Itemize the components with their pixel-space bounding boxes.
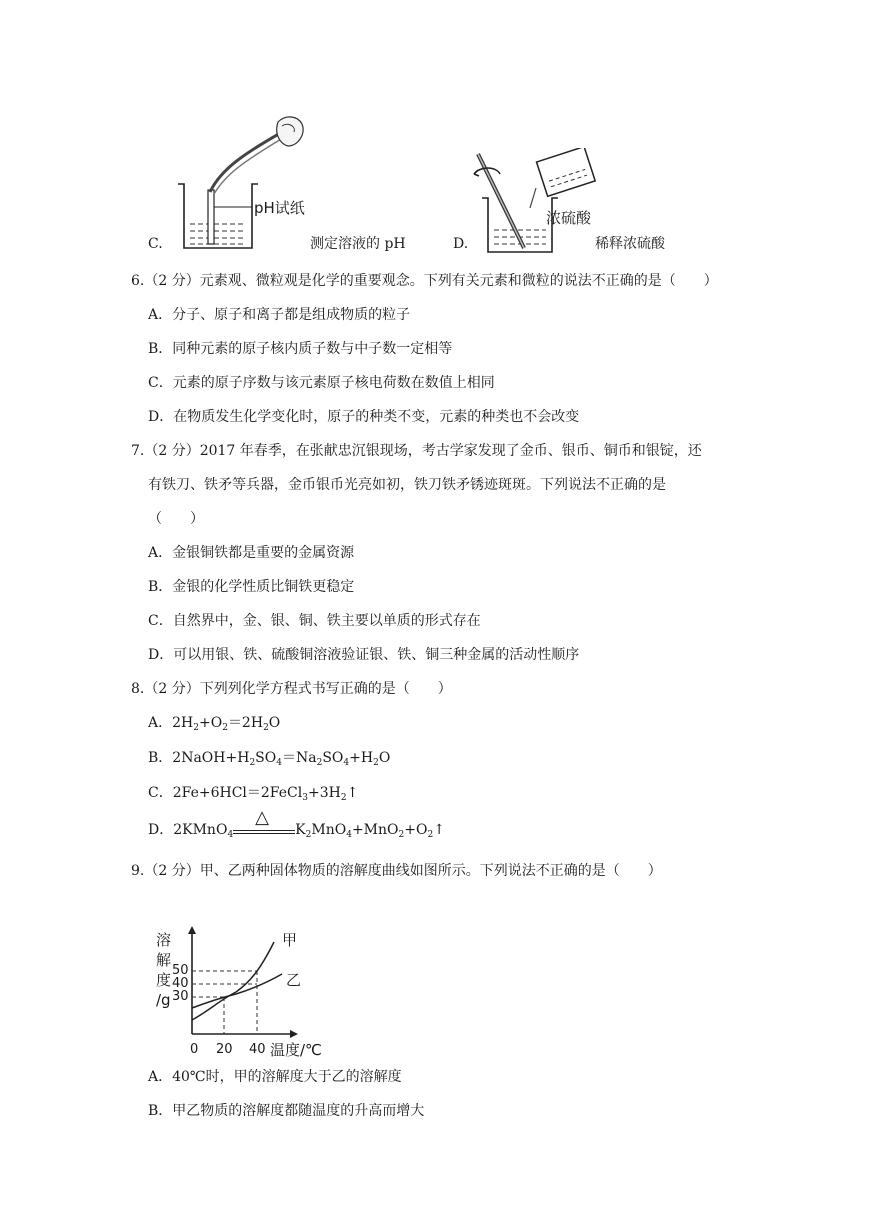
q7-option-b: B．金银的化学性质比铜铁更稳定 xyxy=(148,579,355,595)
option-d-caption: 稀释浓硫酸 xyxy=(595,236,665,252)
q6-option-b: B．同种元素的原子核内质子数与中子数一定相等 xyxy=(148,341,453,357)
q7-option-a: A．金银铜铁都是重要的金属资源 xyxy=(148,545,355,561)
q6-option-c: C．元素的原子序数与该元素原子核电荷数在数值上相同 xyxy=(148,375,495,391)
x-tick-20: 20 xyxy=(216,1042,233,1057)
option-c-caption: 测定溶液的 pH xyxy=(310,236,406,252)
conc-acid-label: 浓硫酸 xyxy=(546,209,592,227)
y-axis-char-4: /g xyxy=(156,991,171,1009)
y-tick-30: 30 xyxy=(172,989,189,1004)
ph-paper-label: pH试纸 xyxy=(254,199,305,217)
q6-option-a: A．分子、原子和离子都是组成物质的粒子 xyxy=(148,307,411,323)
q8-option-d: D．2KMnO$_4$ △ $K_2MnO_4+MnO_2+O_2↑$ xyxy=(148,807,445,840)
y-axis-char-2: 解 xyxy=(156,951,172,969)
figure-ph-test xyxy=(170,112,310,252)
q8-option-a: A．$2H_2+O_2=2H_2O$ xyxy=(148,715,281,733)
y-axis-char-1: 溶 xyxy=(156,931,172,949)
q9-stem: 9.（2 分）甲、乙两种固体物质的溶解度曲线如图所示。下列说法不正确的是（ ） xyxy=(131,863,662,879)
q9-option-b: B．甲乙物质的溶解度都随温度的升高而增大 xyxy=(148,1103,425,1119)
y-axis-char-3: 度 xyxy=(156,971,172,989)
y-tick-50: 50 xyxy=(172,963,189,978)
curve-label-jia: 甲 xyxy=(282,931,298,949)
q6-stem: 6.（2 分）元素观、微粒观是化学的重要观念。下列有关元素和微粒的说法不正确的是（ ） xyxy=(131,273,718,289)
option-d-letter: D. xyxy=(453,236,469,252)
q7-stem-line2: 有铁刀、铁矛等兵器，金币银币光亮如初，铁刀铁矛锈迹斑斑。下列说法不正确的是 xyxy=(148,477,666,493)
q7-option-d: D．可以用银、铁、硫酸铜溶液验证银、铁、铜三种金属的活动性顺序 xyxy=(148,647,580,663)
q6-option-d: D．在物质发生化学变化时，原子的种类不变，元素的种类也不会改变 xyxy=(148,409,580,425)
x-tick-40: 40 xyxy=(249,1042,266,1057)
heat-arrow: △ xyxy=(233,820,295,840)
option-c-letter: C. xyxy=(148,236,163,252)
q7-stem-line3: （ ） xyxy=(148,511,204,527)
x-axis-label: 温度/℃ xyxy=(270,1041,322,1059)
curve-label-yi: 乙 xyxy=(286,971,302,989)
q8-option-b: B．$2NaOH+H_2SO_4=Na_2SO_4+H_2O$ xyxy=(148,750,391,768)
q8-option-c: C．$2Fe+6HCl=2FeCl_3+3H_2↑$ xyxy=(148,785,359,803)
q9-option-a: A．40℃时，甲的溶解度大于乙的溶解度 xyxy=(148,1069,402,1085)
q7-option-c: C．自然界中，金、银、铜、铁主要以单质的形式存在 xyxy=(148,613,481,629)
q7-stem-line1: 7.（2 分）2017 年春季，在张献忠沉银现场，考古学家发现了金币、银币、铜币和银锭，还 xyxy=(131,443,702,459)
y-tick-40: 40 xyxy=(172,976,189,991)
x-origin-label: 0 xyxy=(190,1042,199,1057)
q8-stem: 8.（2 分）下列列化学方程式书写正确的是（ ） xyxy=(131,681,452,697)
solubility-graph xyxy=(150,922,340,1062)
